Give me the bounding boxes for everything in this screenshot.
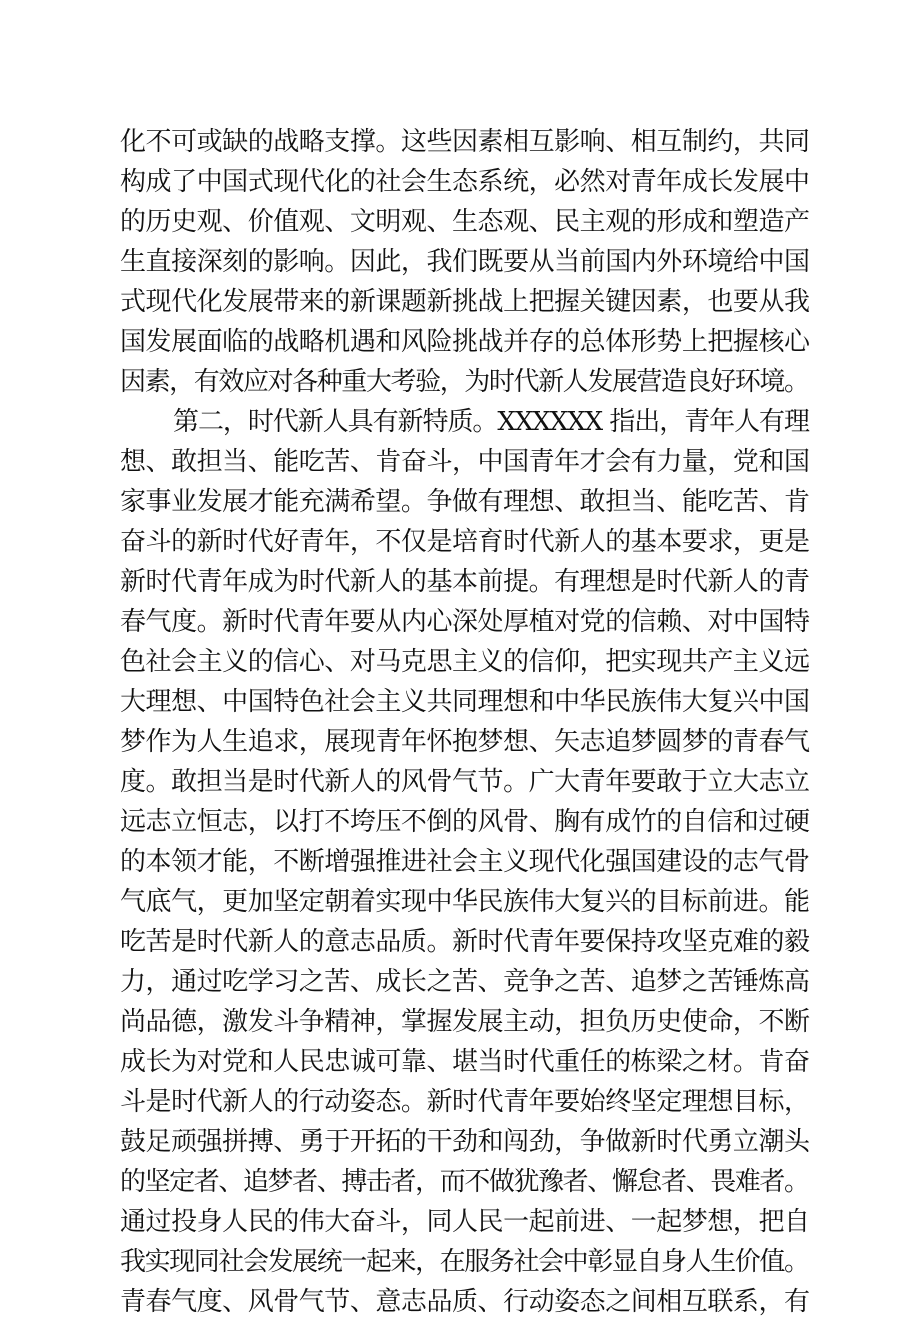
text-line: 青春气度、风骨气节、意志品质、行动姿态之间相互联系，有 [120, 1287, 810, 1317]
text-line: 生直接深刻的影响。因此，我们既要从当前国内外环境给中国 [120, 247, 810, 277]
paragraph-start-line: 第二，时代新人具有新特质。XXXXXX 指出，青年人有理 [173, 407, 809, 437]
text-line: 鼓足顽强拼搏、勇于开拓的干劲和闯劲，争做新时代勇立潮头 [120, 1127, 810, 1157]
text-line: 斗是时代新人的行动姿态。新时代青年要始终坚定理想目标， [120, 1087, 810, 1117]
text-line: 通过投身人民的伟大奋斗，同人民一起前进、一起梦想，把自 [120, 1207, 810, 1237]
text-line: 色社会主义的信心、对马克思主义的信仰，把实现共产主义远 [120, 647, 810, 677]
text-line: 的坚定者、追梦者、搏击者，而不做犹豫者、懈怠者、畏难者。 [120, 1167, 809, 1197]
text-line: 因素，有效应对各种重大考验，为时代新人发展营造良好环境。 [120, 367, 809, 397]
text-line: 梦作为人生追求，展现青年怀抱梦想、矢志追梦圆梦的青春气 [120, 727, 810, 757]
text-line: 成长为对党和人民忠诚可靠、堪当时代重任的栋梁之材。肯奋 [120, 1047, 810, 1077]
text-line: 的本领才能，不断增强推进社会主义现代化强国建设的志气骨 [120, 847, 810, 877]
text-line: 远志立恒志，以打不垮压不倒的风骨、胸有成竹的自信和过硬 [120, 807, 810, 837]
text-line: 春气度。新时代青年要从内心深处厚植对党的信赖、对中国特 [120, 607, 810, 637]
text-line: 构成了中国式现代化的社会生态系统，必然对青年成长发展中 [120, 167, 810, 197]
text-line: 奋斗的新时代好青年，不仅是培育时代新人的基本要求，更是 [120, 527, 810, 557]
text-line: 新时代青年成为时代新人的基本前提。有理想是时代新人的青 [120, 567, 810, 597]
text-line: 家事业发展才能充满希望。争做有理想、敢担当、能吃苦、肯 [120, 487, 810, 517]
text-line: 尚品德，激发斗争精神，掌握发展主动，担负历史使命，不断 [120, 1007, 810, 1037]
text-line: 大理想、中国特色社会主义共同理想和中华民族伟大复兴中国 [120, 687, 810, 717]
text-line: 的历史观、价值观、文明观、生态观、民主观的形成和塑造产 [120, 207, 810, 237]
body-text [120, 122, 810, 1322]
text-line: 度。敢担当是时代新人的风骨气节。广大青年要敢于立大志立 [120, 767, 810, 797]
text-line: 国发展面临的战略机遇和风险挑战并存的总体形势上把握核心 [120, 327, 810, 357]
text-line: 化不可或缺的战略支撑。这些因素相互影响、相互制约，共同 [120, 127, 810, 157]
text-line: 吃苦是时代新人的意志品质。新时代青年要保持攻坚克难的毅 [120, 927, 810, 957]
text-line: 想、敢担当、能吃苦、肯奋斗，中国青年才会有力量，党和国 [120, 447, 810, 477]
text-line: 我实现同社会发展统一起来，在服务社会中彰显自身人生价值。 [120, 1247, 809, 1277]
text-line: 力，通过吃学习之苦、成长之苦、竞争之苦、追梦之苦锤炼高 [120, 967, 810, 997]
text-line: 气底气，更加坚定朝着实现中华民族伟大复兴的目标前进。能 [120, 887, 810, 917]
text-line: 式现代化发展带来的新课题新挑战上把握关键因素，也要从我 [120, 287, 810, 317]
